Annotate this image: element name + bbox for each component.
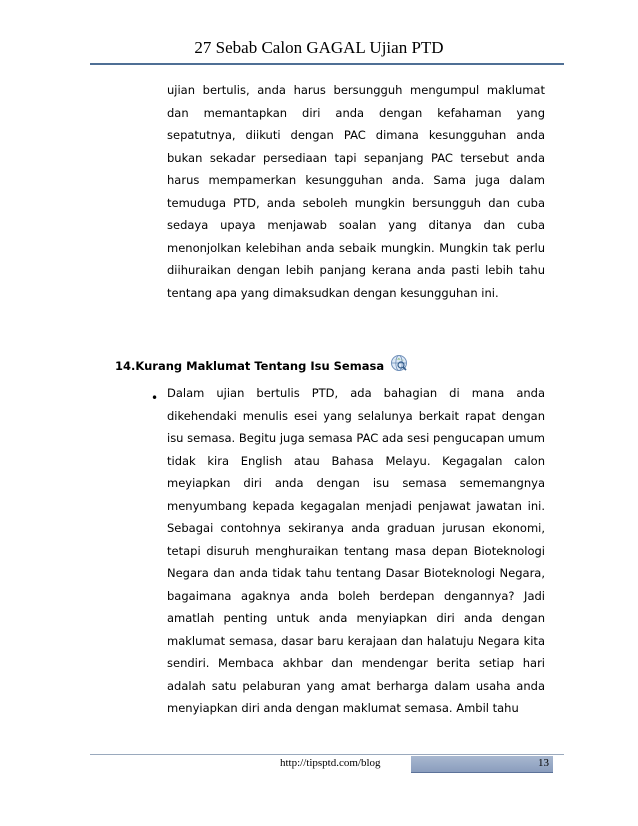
bullet-paragraph: Dalam ujian bertulis PTD, ada bahagian di mana anda dikehendaki menulis esei yang selalunya berkait rapat dengan isu semasa. Begitu juga semasa PAC ada sesi pengucapan umum tidak kira English atau Bahasa Melayu. Kegagalan calon meyiapkan diri anda dengan isu semasa sememangnya menyumbang kepada kegagalan menjadi penjawat jawatan ini. Sebagai contohnya sekiranya anda graduan jurusan ekonomi, tetapi disuruh menghuraikan tentang masa depan Bioteknologi Negara dan anda tidak tahu tentang Dasar Bioteknologi Negara, bagaimana agaknya anda boleh berdepan dengannya? Jadi amatlah penting untuk anda menyiapkan diri anda dengan maklumat semasa, dasar baru kerajaan dan halatuju Negara kita sendiri. Membaca akhbar dan mendengar berita setiap hari adalah satu pelaburan yang amat berharga dalam usaha anda menyiapkan diri anda dengan maklumat semasa. Ambil tahu	[167, 386, 545, 715]
section-heading-text: 14.Kurang Maklumat Tentang Isu Semasa	[115, 359, 385, 373]
footer-divider	[90, 754, 564, 755]
globe-search-icon	[390, 354, 408, 372]
bullet-marker: •	[151, 391, 159, 405]
page-number: 13	[538, 757, 549, 769]
page-header-title: 27 Sebab Calon GAGAL Ujian PTD	[194, 38, 444, 57]
footer-url-link[interactable]: http://tipsptd.com/blog	[280, 757, 381, 769]
header-divider	[90, 63, 564, 65]
footer-page-bar	[411, 756, 553, 773]
body-paragraph-1: ujian bertulis, anda harus bersungguh mengumpul maklumat dan memantapkan diri anda dengan kefahaman yang sepatutnya, diikuti dengan PAC dimana kesungguhan anda bukan sekadar persediaan tapi sepanjang PAC tersebut anda harus mempamerkan kesungguhan anda. Sama juga dalam temuduga PTD, anda seboleh mungkin bersungguh dan cuba sedaya upaya menjawab soalan yang ditanya dan cuba menonjolkan kelebihan anda sebaik mungkin. Mungkin tak perlu diihuraikan dengan lebih panjang kerana anda pasti lebih tahu tentang apa yang dimaksudkan dengan kesungguhan ini.	[167, 83, 545, 300]
section-heading	[115, 357, 408, 375]
